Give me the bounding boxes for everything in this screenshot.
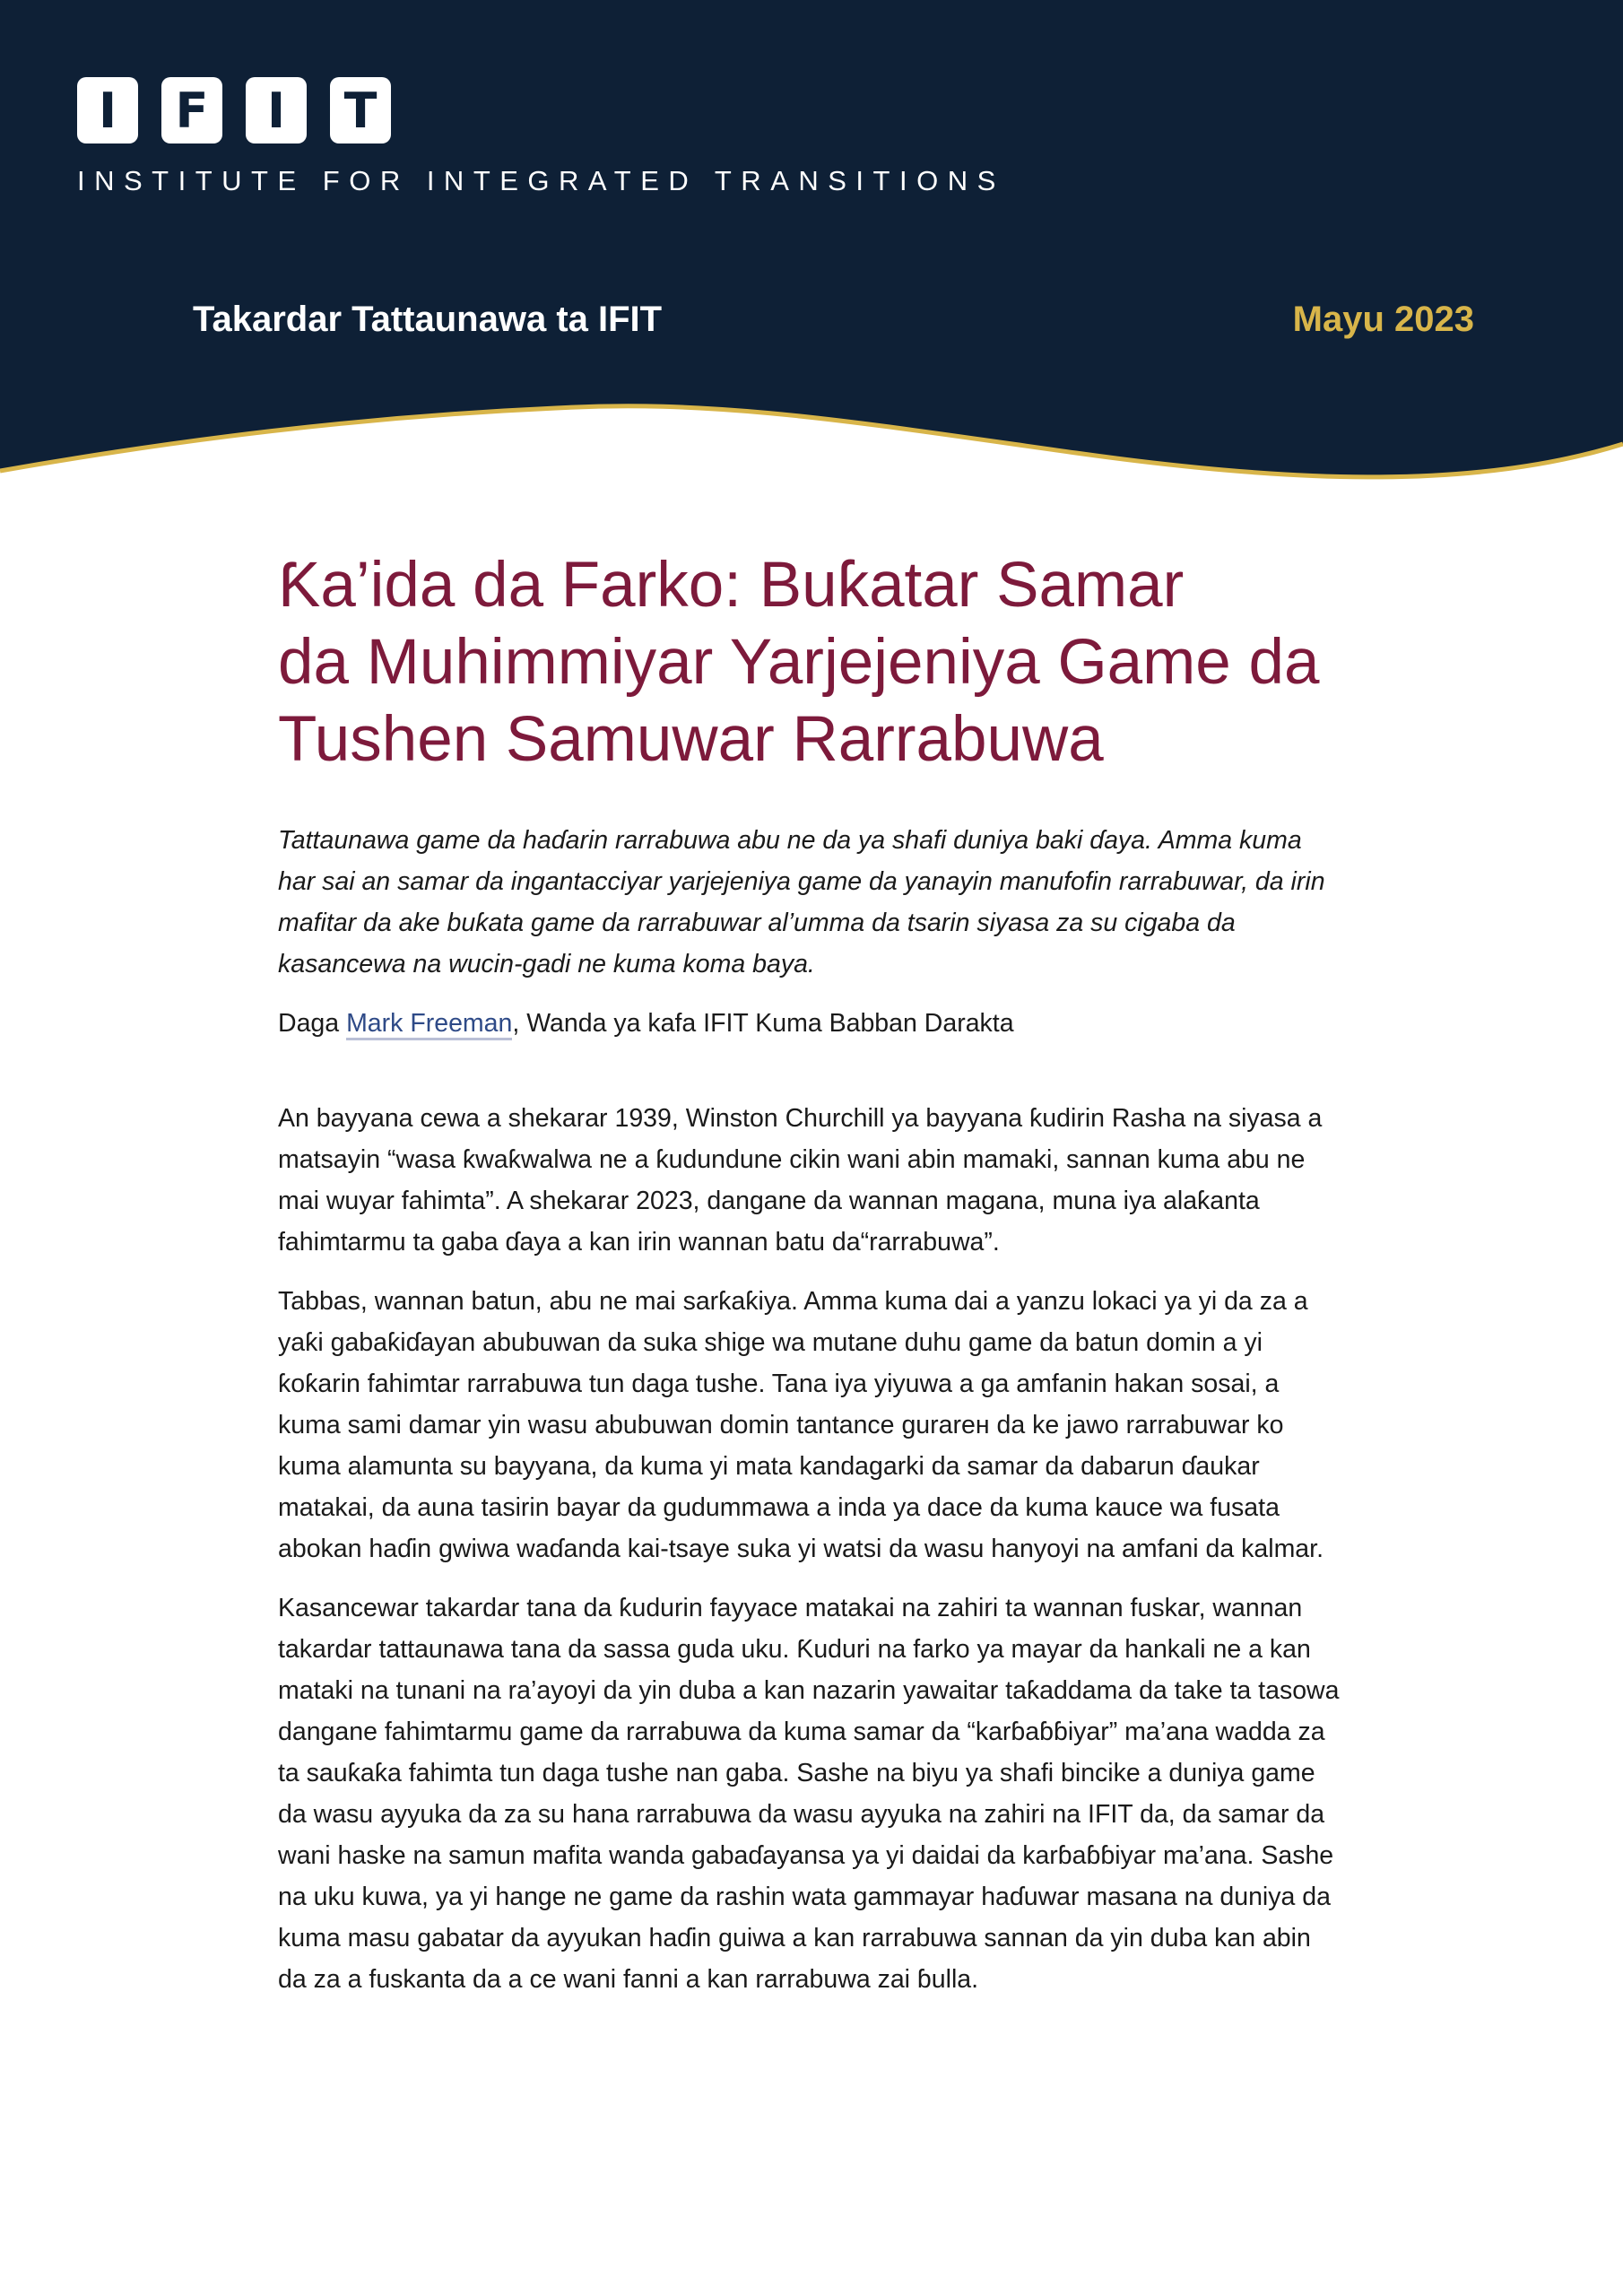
title-line: Tushen Samuwar Rarrabuwa — [278, 704, 1104, 775]
article — [278, 547, 1345, 2018]
paragraph: An bayyana cewa a shekarar 1939, Winston Churchill ya bayyana ƙudirin Rasha na siyasa a matsayin “wasa ƙwaƙwalwa ne a ƙudundune cikin wani abin mamaki, sannan kuma abu ne mai wuyar fahimta”. A shekarar 2023, dangane da wannan magana, muna iya alaƙanta fahimtarmu ta gaba ɗaya a kan irin wannan batu da“rarrabuwa”. — [278, 1104, 1323, 1257]
article-lede: Tattaunawa game da haɗarin rarrabuwa abu ne da ya shafi duniya baki ɗaya. Amma kuma har sai an samar da ingantacciyar yarjejeniya game da yanayin manufofin rarrabuwar, da irin mafitar da ake buƙata game da rarrabuwar al’umma da tsarin siyasa za su cigaba da kasancewa na wucin-gadi ne kuma koma baya. — [278, 826, 1325, 978]
article-body — [278, 1098, 1345, 2000]
publication-date: Mayu 2023 — [1292, 300, 1474, 339]
byline — [278, 1003, 1345, 1044]
byline-prefix: Daga — [278, 1009, 347, 1038]
institute-tagline: INSTITUTE FOR INTEGRATED TRANSITIONS — [77, 165, 1005, 196]
author-link[interactable]: Mark Freeman — [346, 1009, 512, 1040]
logo-letter: F — [161, 77, 222, 144]
page-header — [0, 0, 1623, 484]
logo-letter: I — [77, 77, 138, 144]
title-line: Ƙa’ida da Farko: Buƙatar Samar — [278, 550, 1185, 621]
logo-letter: I — [246, 77, 307, 144]
logo-letter: T — [330, 77, 391, 144]
header-wave-background — [0, 0, 1623, 484]
series-title: Takardar Tattaunawa ta IFIT — [193, 300, 663, 339]
paragraph: Kasancewar takardar tana da ƙudurin fayyace matakai na zahiri ta wannan fuskar, wannan takardar tattaunawa tana da sassa guda uku. Ƙuduri na farko ya mayar da hankali ne a kan mataki na tunani na ra’ayoyi da yin duba a kan nazarin yawaitar taƙaddama da take ta tasowa dangane fahimtarmu game da rarrabuwa da kuma samar da “karɓaɓɓiyar” ma’ana wadda za ta sauƙaƙa fahimta tun daga tushe nan gaba. Sashe na biyu ya shafi bincike a duniya game da wasu ayyuka da za su hana rarrabuwa da wasu ayyuka na zahiri na IFIT da, da samar da wani haske na samun mafita wanda gabaɗayansa ya yi daidai da karɓaɓɓiyar ma’ana. Sashe na uku kuwa, ya yi hange ne game da rashin wata gammayar haɗuwar masana na duniya da kuma masu gabatar da ayyukan haɗin guiwa a kan rarrabuwa sannan da yin duba kan abin da za a fuskanta da a ce wani fanni a kan rarrabuwa zai ɓulla. — [278, 1594, 1340, 1994]
ifit-logo — [77, 77, 391, 144]
paragraph: Tabbas, wannan batun, abu ne mai sarƙaƙiya. Amma kuma dai a yanzu lokaci ya yi da za a yaƙi gabaƙiɗayan abubuwan da suka shige wa mutane duhu game da batun domin a yi ƙoƙarin fahimtar rarrabuwa tun daga tushe. Tana iya yiyuwa a ga amfanin hakan sosai, a kuma sami damar yin wasu abubuwan domin tantance gurarен da ke jawo rarrabuwar ko kuma alamunta su bayyana, da kuma yi mata kandagarki da samar da dabarun ɗaukar matakai, da auna tasirin bayar da gudummawa a inda ya dace da kuma kauce wa fusata abokan haɗin gwiwa waɗanda kai-tsaye suka yi watsi da wasu hanyoyi na amfani da kalmar. — [278, 1287, 1324, 1563]
author-role: , Wanda ya kafa IFIT Kuma Babban Darakta — [512, 1009, 1014, 1038]
article-title — [278, 547, 1345, 778]
title-line: da Muhimmiyar Yarjejeniya Game da — [278, 627, 1320, 698]
